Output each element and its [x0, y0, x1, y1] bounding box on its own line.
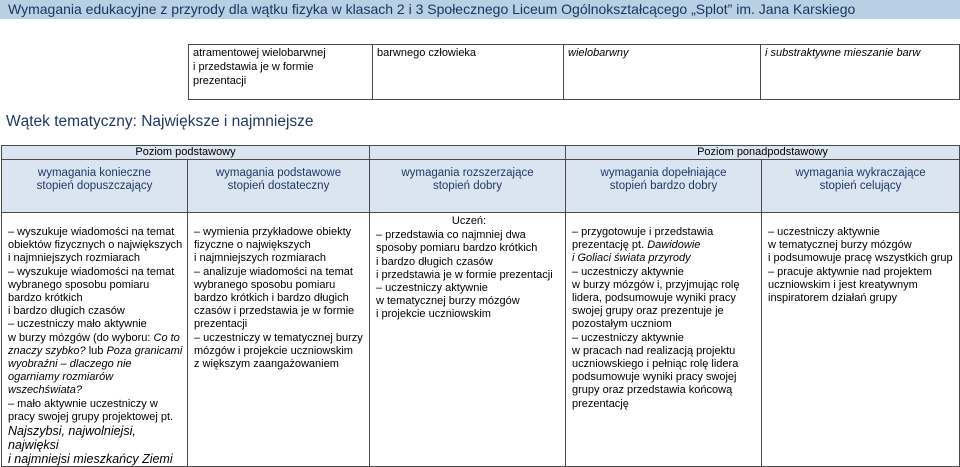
cell-line: w burzy mózgów i, przyjmując rolę — [572, 278, 740, 291]
cell-line: bardzo krótkich — [8, 292, 83, 305]
cell-line: swojej grupy oraz prezentuje je — [572, 305, 724, 318]
requirements-cell-5 — [762, 213, 960, 467]
cell-line: lidera, podsumowuje wyniki pracy — [572, 292, 736, 305]
cell-line: i podsumowuje pracę wszystkich grup — [768, 252, 953, 265]
column-header-line: wymagania podstawowe — [215, 167, 342, 179]
cell-line: – uczestniczy mało aktywnie — [8, 318, 147, 331]
cell-line: – wyszukuje wiadomości na temat — [8, 226, 175, 238]
column-header-line: stopień dobry — [432, 180, 503, 192]
cell-line: atramentowej wielobarwnej — [193, 47, 326, 59]
cell-line: i najmniejszych rozmiarach — [194, 252, 327, 265]
cell-text: wielobarwny — [568, 47, 629, 59]
level-basic-label: Poziom podstawowy — [135, 146, 236, 158]
cell-line: i przedstawia je w formie prezentacji — [376, 268, 553, 281]
cell-line: prezentacji — [194, 318, 248, 331]
cell-line: – uczestniczy aktywnie — [572, 331, 684, 344]
column-header-line: stopień dopuszczający — [36, 180, 153, 192]
cell-line: Najszybsi, najwolniejsi, — [8, 424, 136, 439]
table-row — [189, 45, 960, 100]
cell-line: wybranego sposobu pomiaru — [194, 278, 336, 291]
level-advanced — [566, 146, 960, 160]
cell-line: sposoby pomiaru bardzo krótkich — [376, 242, 538, 255]
cell-text-italic: Dawidowie — [647, 239, 701, 252]
cell-line: i bardzo długich czasów — [8, 305, 125, 318]
requirements-cell-3 — [370, 213, 566, 467]
cell-line: najwięksi — [8, 438, 59, 453]
cell-line: w tematycznej burzy mózgów — [768, 239, 912, 252]
cell-text-italic: Poza granicami — [106, 344, 183, 357]
cell-line: i projekcie uczniowskim — [376, 308, 491, 321]
column-header-line: wymagania dopełniające — [600, 167, 727, 179]
cell-line — [8, 332, 184, 345]
cell-line: pozostałym uczniom — [572, 318, 672, 331]
column-header — [762, 160, 960, 213]
cell-line: w pracach nad realizacją projektu — [572, 344, 736, 357]
table-cell — [373, 45, 564, 100]
level-empty — [370, 146, 566, 160]
cell-line: – uczestniczy w tematycznej burzy — [194, 331, 363, 344]
table-cell — [761, 45, 960, 100]
level-basic — [2, 146, 370, 160]
document-title: Wymagania edukacyjne z przyrody dla wątku fizyka w klasach 2 i 3 Społecznego Liceum Ogólnokształcącego „Splot” im. Jana Karskiego — [8, 1, 856, 17]
cell-line: wybranego sposobu pomiaru — [8, 278, 150, 291]
cell-line: prezentacji — [193, 75, 247, 87]
column-header-line: wymagania rozszerzające — [401, 167, 534, 179]
cell-line: obiektów fizycznych o największych — [8, 239, 183, 252]
requirements-cell-1 — [2, 213, 188, 467]
cell-line: ogarniamy rozmiarów — [8, 371, 114, 384]
section-title: Wątek tematyczny: Największe i najmniejsze — [6, 113, 314, 130]
cell-line: i bardzo długich czasów — [376, 255, 493, 268]
cell-text: lub — [85, 344, 107, 357]
cell-text: w burzy mózgów (do wyboru: — [8, 331, 154, 344]
previous-table-fragment — [188, 44, 960, 100]
requirements-cell-2 — [188, 213, 370, 467]
cell-line: pracy swojej grupy projektowej pt. — [8, 410, 174, 423]
cell-line: prezentację — [572, 397, 629, 410]
cell-line: czasów i przedstawia je w formie — [194, 305, 355, 318]
cell-line: i najmniejsi mieszkańcy Ziemi — [8, 452, 173, 467]
cell-text: barwnego człowieka — [377, 47, 477, 59]
cell-line — [572, 239, 758, 252]
cell-line: – wymienia przykładowe obiekty — [194, 226, 352, 238]
column-header-line: stopień dostateczny — [227, 180, 330, 192]
cell-line: i Goliaci świata przyrody — [572, 252, 691, 265]
content-row — [2, 213, 960, 467]
cell-line: uczniowskim i jest kreatywnym — [768, 278, 918, 291]
cell-line: grupy oraz przedstawia końcową — [572, 384, 733, 397]
cell-line: – przygotowuje i przedstawia — [572, 226, 714, 238]
cell-line: – wyszukuje wiadomości na temat — [8, 265, 175, 278]
cell-line: inspiratorem działań grupy — [768, 292, 898, 305]
cell-text-italic: Co to — [153, 331, 180, 344]
cell-line: bardzo krótkich i bardzo długich — [194, 292, 349, 305]
cell-line: z większym zaangażowaniem — [194, 358, 339, 371]
requirements-cell-4 — [566, 213, 762, 467]
cell-line — [8, 345, 184, 358]
column-header-line: wymagania wykraczające — [795, 167, 926, 179]
document-header — [0, 0, 960, 19]
cell-line: mózgów i projekcie uczniowskim — [194, 344, 353, 357]
column-header — [566, 160, 762, 213]
level-advanced-label: Poziom ponadpodstawowy — [697, 146, 828, 158]
cell-line: fizyczne o największych — [194, 239, 311, 252]
column-header — [2, 160, 188, 213]
cell-line: uczniowskiego i pełniąc rolę lidera — [572, 358, 739, 371]
cell-line: – analizuje wiadomości na temat — [194, 265, 353, 278]
uczen-label: Uczeń: — [451, 215, 487, 227]
level-row — [2, 146, 960, 160]
column-header-line: stopień celujący — [819, 180, 902, 192]
cell-line: – uczestniczy aktywnie — [572, 265, 684, 278]
cell-line: – przedstawia co najmniej dwa — [376, 229, 526, 242]
column-header-line: wymagania konieczne — [37, 167, 152, 179]
cell-line: – mało aktywnie uczestniczy w — [8, 397, 158, 410]
column-header-row — [2, 160, 960, 213]
table-cell — [189, 45, 373, 100]
column-header-line: stopień bardzo dobry — [609, 180, 718, 192]
cell-line: i najmniejszych rozmiarach — [8, 252, 141, 265]
column-header — [370, 160, 566, 213]
cell-text: prezentację pt. — [572, 239, 648, 252]
cell-line: i przedstawia je w formie — [193, 61, 314, 73]
column-header — [188, 160, 370, 213]
cell-line: – pracuje aktywnie nad projektem — [768, 265, 932, 278]
table-cell — [564, 45, 761, 100]
cell-text-italic: znaczy szybko? — [8, 344, 86, 357]
cell-line: – uczestniczy aktywnie — [376, 282, 488, 295]
cell-line: – uczestniczy aktywnie — [768, 226, 880, 238]
cell-line: wyobraźni – dlaczego nie — [8, 358, 132, 371]
requirements-table — [1, 145, 960, 467]
cell-line: w tematycznej burzy mózgów — [376, 295, 520, 308]
cell-line: podsumowuje wyniki pracy swojej — [572, 371, 737, 384]
cell-line: wszechświata? — [8, 384, 82, 397]
cell-text: i substraktywne mieszanie barw — [765, 47, 921, 59]
